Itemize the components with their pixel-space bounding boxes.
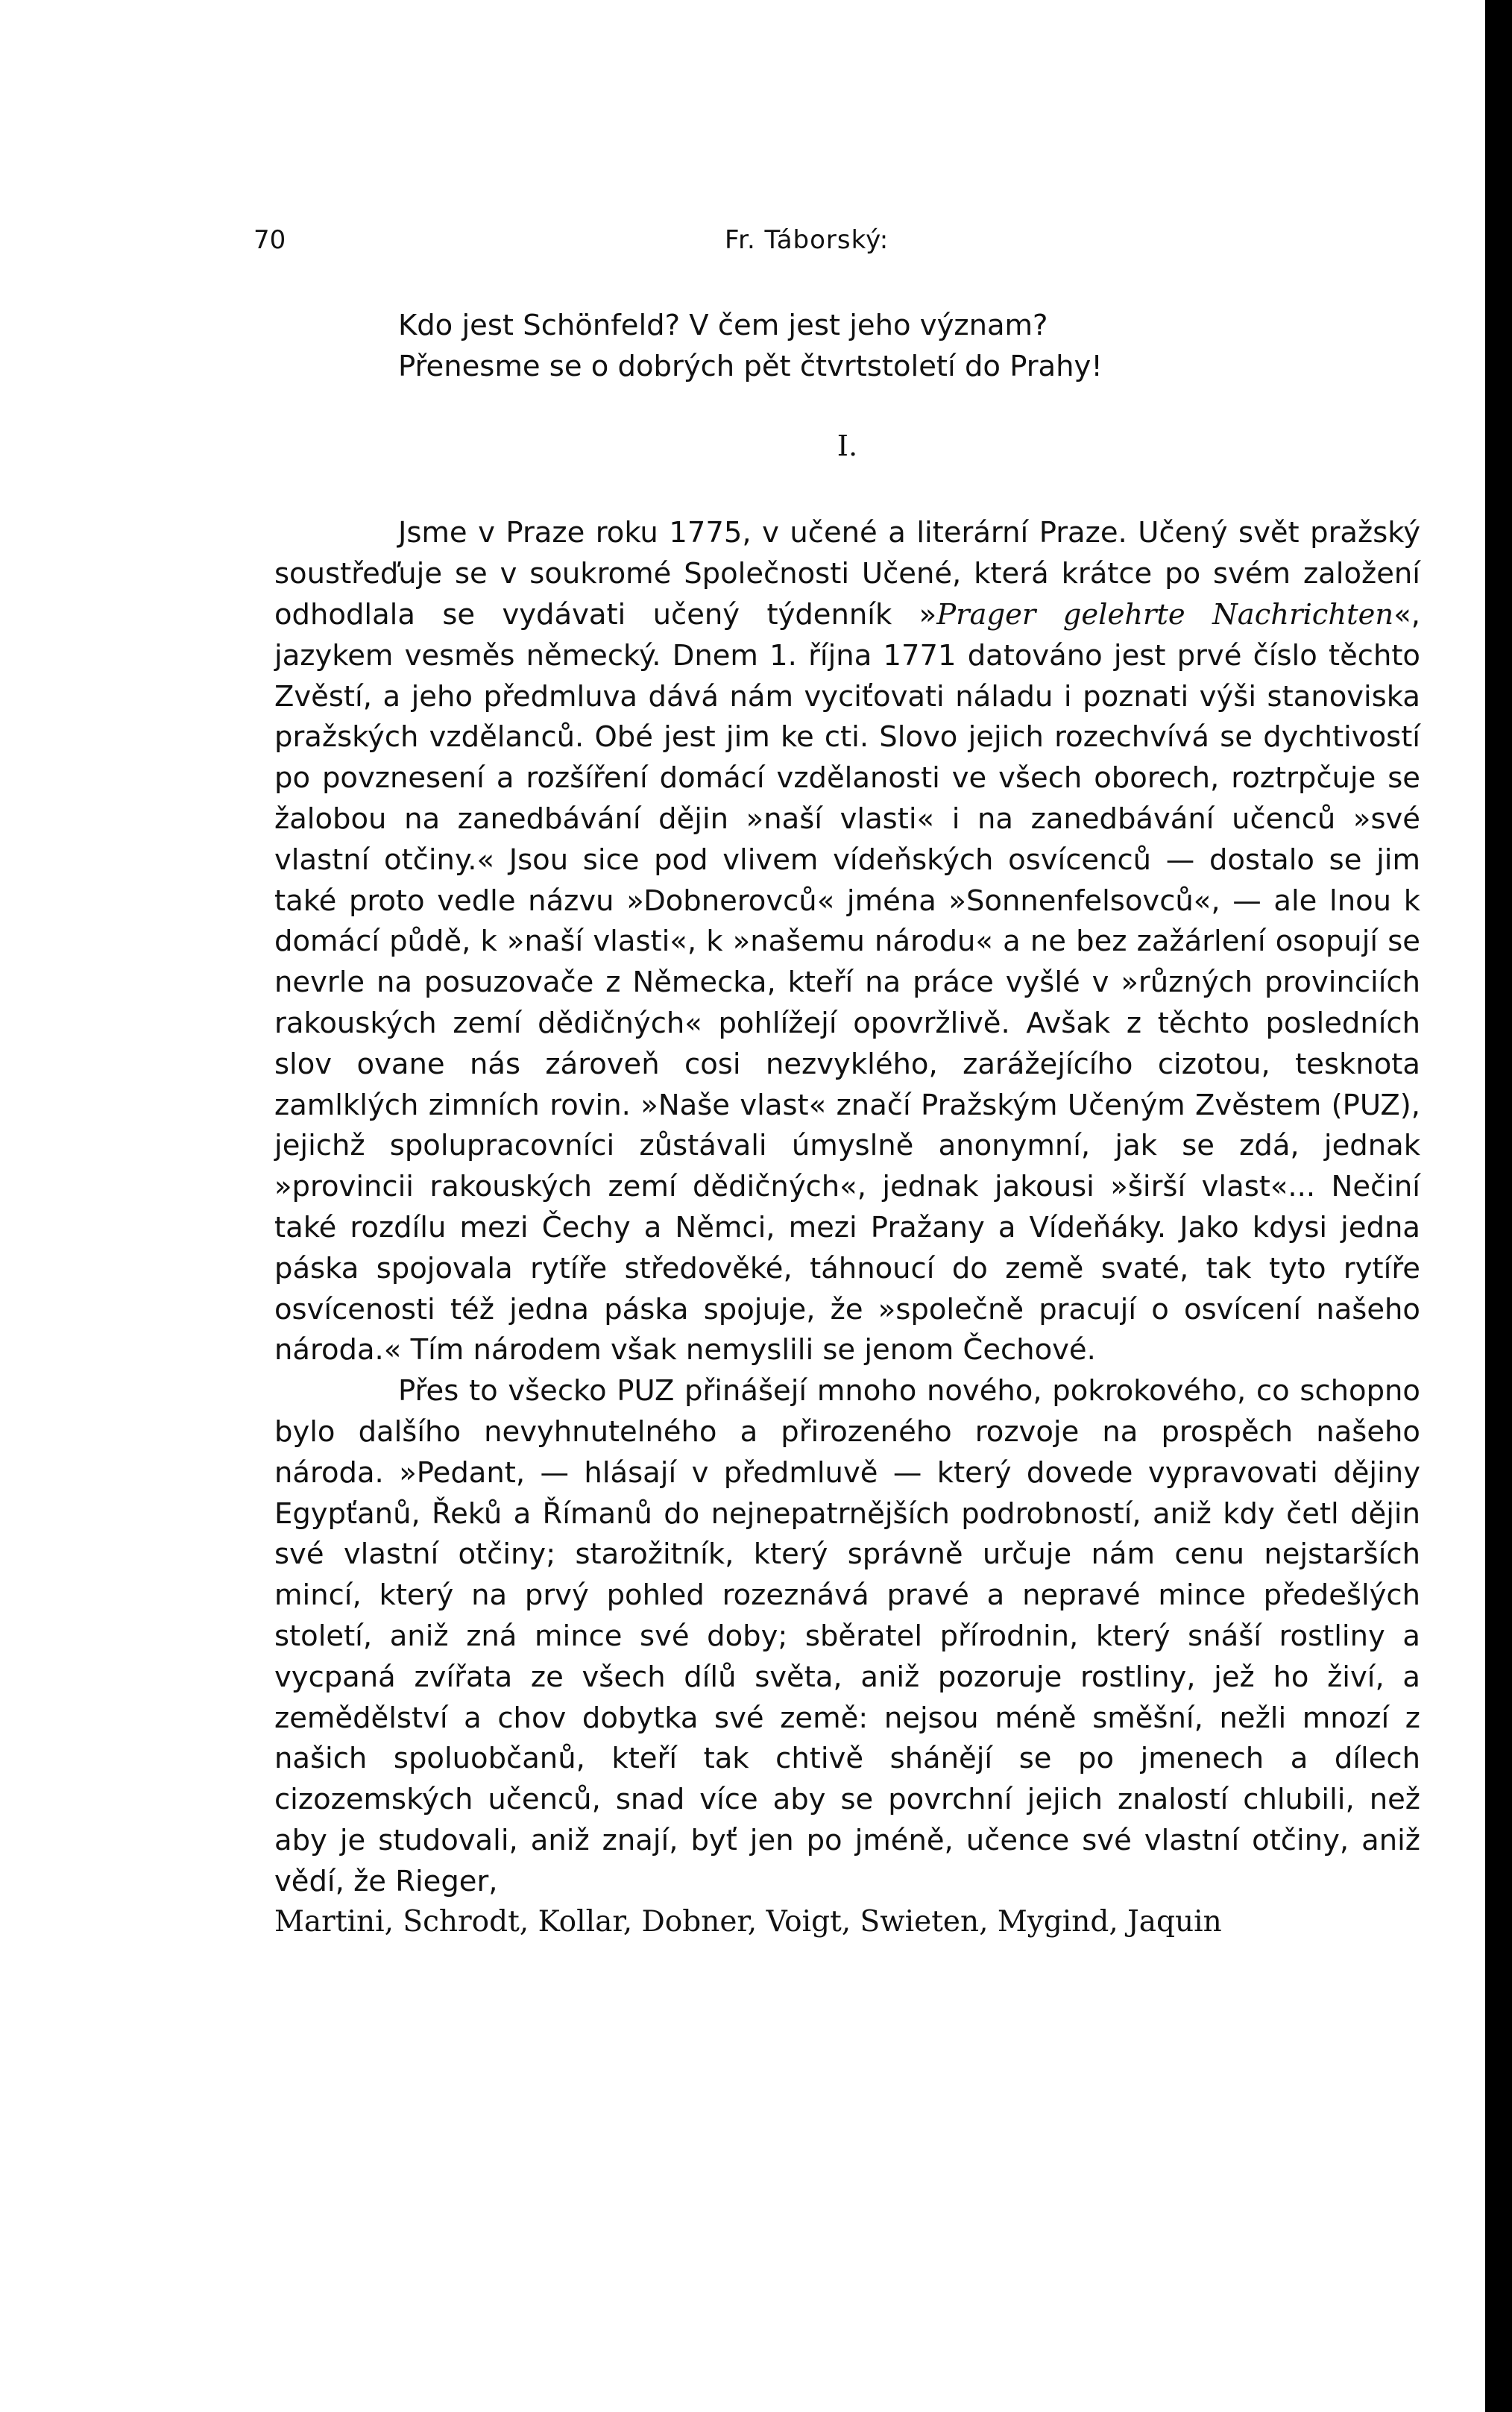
intro-line-2: Přenesme se o dobrých pět čtvrtstoletí do Prahy! xyxy=(398,349,1103,383)
paragraph-2-last-line: Martini, Schrodt, Kollar, Dobner, Voigt, Swieten, Mygind, Jaquin xyxy=(274,1905,1222,1939)
running-head: Fr. Táborský: xyxy=(725,225,889,255)
scan-border xyxy=(1485,0,1512,2412)
section-number: I. xyxy=(837,429,858,463)
paragraph-1-start: Jsme v Praze roku 1775, v učené a literární Praze. Učený svět pražský soustřeďuje se v soukromé Společnosti Učené, která krátce po svém založení odhodlala se vydávati učený týdenník » xyxy=(274,516,1420,632)
page-header xyxy=(253,225,1372,262)
intro-line-1: Kdo jest Schönfeld? V čem jest jeho význam? xyxy=(398,309,1048,342)
page-number: 70 xyxy=(253,225,286,255)
paragraph-2: Přes to všecko PUZ přinášejí mnoho nového, pokrokového, co schopno bylo dalšího nevyhnutelného a přirozeného rozvoje na prospěch našeho národa. »Pedant, — hlásají v předmluvě — který dovede vypravovati dějiny Egypťanů, Řeků a Římanů do nejnepatrnějších podrobností, aniž kdy četl dějin své vlastní otčiny; starožitník, který správně určuje nám cenu nejstarších mincí, který na prvý pohled rozeznává pravé a nepravé mince předešlých století, aniž zná mince své doby; sběratel přírodnin, který snáší rostliny a vycpaná zvířata ze všech dílů světa, aniž pozoruje rostliny, jež ho živí, a zemědělství a chov dobytka své země: nejsou méně směšní, nežli mnozí z našich spoluobčanů, kteří tak chtivě shánějí se po jmenech a dílech cizozemských učenců, snad více aby se povrchní jejich znalostí chlubili, než aby je studovali, aniž znají, byť jen po jméně, učence své vlastní otčiny, aniž vědí, že Rieger, xyxy=(274,1374,1420,1898)
paragraph-1 xyxy=(274,513,1420,1371)
periodical-title: Prager gelehrte Nachrichten xyxy=(936,597,1394,632)
paragraph-1-rest: «, jazykem vesměs německý. Dnem 1. října 1771 datováno jest prvé číslo těchto Zvěstí, a jeho předmluva dává nám vyciťovati náladu i poznati výši stanoviska pražských vzdělanců. Obé jest jim ke cti. Slovo jejich rozechvívá se dychtivostí po povznesení a rozšíření domácí vzdělanosti ve všech oborech, roztrpčuje se žalobou na zanedbávání dějin »naší vlasti« i na zanedbávání učenců »své vlastní otčiny.« Jsou sice pod vlivem vídeňských osvícenců — dostalo se jim také proto vedle názvu »Dobnerovců« jména »Sonnenfelsovců«, — ale lnou k domácí půdě, k »naší vlasti«, k »našemu národu« a ne bez zažárlení osopují se nevrle na posuzovače z Německa, kteří na práce vyšlé v »různých provinciích rakouských zemí dědičných« pohlížejí opovržlivě. Avšak z těchto posledních slov ovane nás zároveň cosi nezvyklého, zarážejícího cizotou, tesknota zamlklých zimních rovin. »Naše vlast« značí Pražským Učeným Zvěstem (PUZ), jejichž spolupracovníci zůstávali úmyslně anonymní, jak se zdá, jednak »provincii rakouských zemí dědičných«, jednak jakousi »širší vlast«... Nečiní také rozdílu mezi Čechy a Němci, mezi Pražany a Vídeňáky. Jako kdysi jedna páska spojovala rytíře středověké, táhnoucí do země svaté, tak tyto rytíře osvícenosti též jedna páska spojuje, že »společně pracují o osvícení našeho národa.« Tím národem však nemyslili se jenom Čechové. xyxy=(274,597,1420,1367)
body-text xyxy=(274,306,1420,1943)
